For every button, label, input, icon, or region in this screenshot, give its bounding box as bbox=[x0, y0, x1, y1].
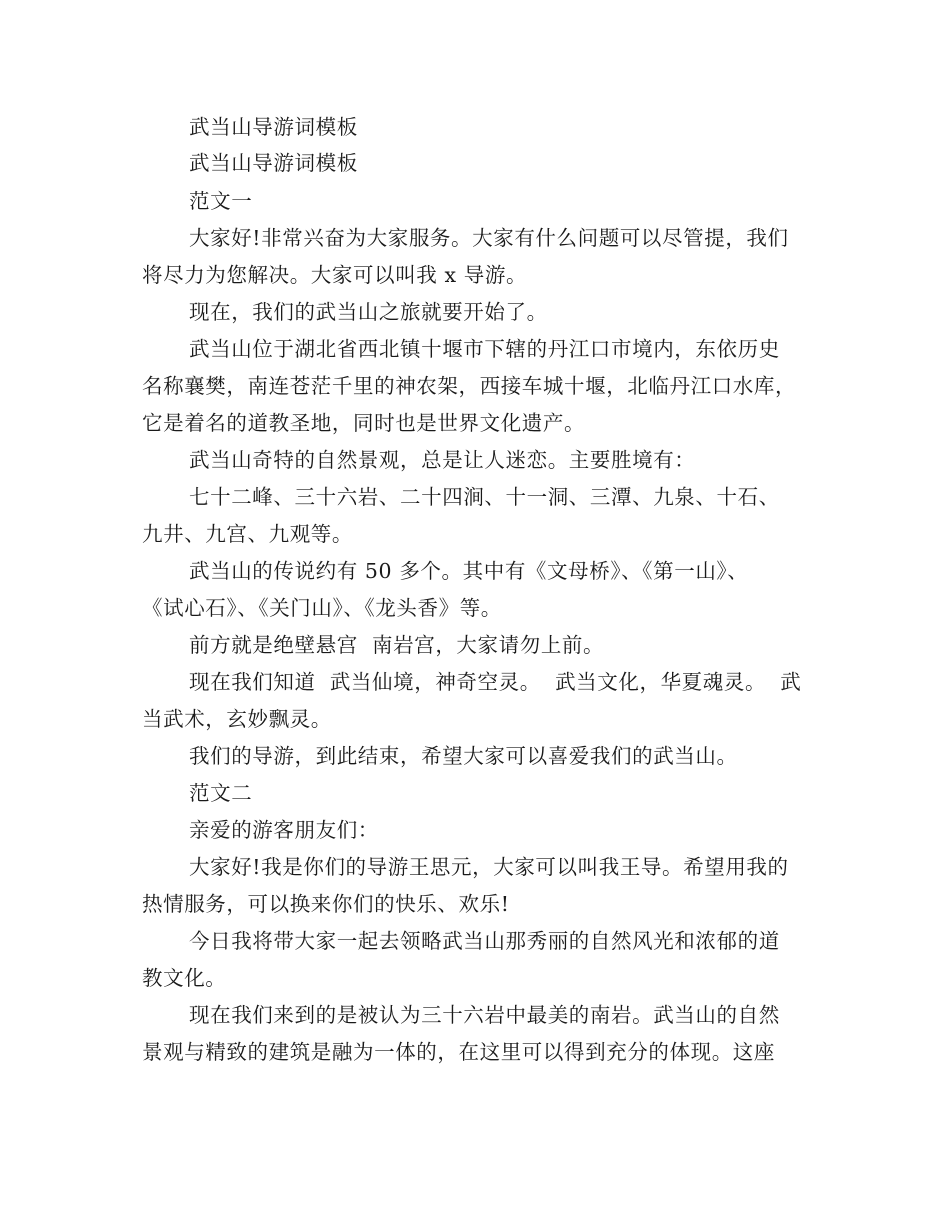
paragraph-line: 今日我将带大家一起去领略武当山那秀丽的自然风光和浓郁的道 bbox=[189, 929, 780, 953]
paragraph-line: 现在我们来到的是被认为三十六岩中最美的南岩。武当山的自然 bbox=[189, 1003, 780, 1027]
paragraph-line: 亲爱的游客朋友们： bbox=[189, 818, 379, 842]
paragraph-line: 前方就是绝壁悬宫 南岩宫，大家请勿上前。 bbox=[189, 633, 605, 657]
paragraph-line: 武当山奇特的自然景观，总是让人迷恋。主要胜境有： bbox=[189, 448, 696, 472]
paragraph-line: 当武术，玄妙飘灵。 bbox=[142, 707, 332, 731]
paragraph-line: 景观与精致的建筑是融为一体的，在这里可以得到充分的体现。这座 bbox=[142, 1040, 775, 1064]
doc-subtitle: 武当山导游词模板 bbox=[189, 151, 358, 175]
paragraph-line: 大家好!非常兴奋为大家服务。大家有什么问题可以尽管提，我们 bbox=[189, 226, 789, 250]
paragraph-line: 名称襄樊，南连苍茫千里的神农架，西接车城十堰，北临丹江口水库， bbox=[142, 374, 797, 398]
paragraph-line: 九井、九宫、九观等。 bbox=[142, 522, 353, 546]
paragraph-line: 七十二峰、三十六岩、二十四涧、十一洞、三潭、九泉、十石、 bbox=[189, 485, 780, 509]
doc-title: 武当山导游词模板 bbox=[189, 115, 358, 139]
paragraph-line: 武当山的传说约有 50 多个。其中有《文母桥》、《第一山》、 bbox=[189, 559, 749, 583]
paragraph-line: 《试心石》、《关门山》、《龙头香》等。 bbox=[142, 596, 502, 620]
paragraph-line: 教文化。 bbox=[142, 966, 227, 990]
section-heading: 范文二 bbox=[189, 781, 253, 805]
paragraph-line: 现在我们知道 武当仙境，神奇空灵。 武当文化，华夏魂灵。 武 bbox=[189, 670, 802, 694]
paragraph-line: 将尽力为您解决。大家可以叫我 x 导游。 bbox=[142, 263, 528, 287]
paragraph-line: 热情服务，可以换来你们的快乐、欢乐! bbox=[142, 892, 510, 916]
paragraph-line: 大家好!我是你们的导游王思元，大家可以叫我王导。希望用我的 bbox=[189, 855, 789, 879]
paragraph-line: 它是着名的道教圣地，同时也是世界文化遗产。 bbox=[142, 411, 586, 435]
paragraph-line: 我们的导游，到此结束，希望大家可以喜爱我们的武当山。 bbox=[189, 744, 738, 768]
paragraph-line: 武当山位于湖北省西北镇十堰市下辖的丹江口市境内，东依历史 bbox=[189, 337, 780, 361]
section-heading: 范文一 bbox=[189, 189, 253, 213]
paragraph-line: 现在，我们的武当山之旅就要开始了。 bbox=[189, 300, 548, 324]
